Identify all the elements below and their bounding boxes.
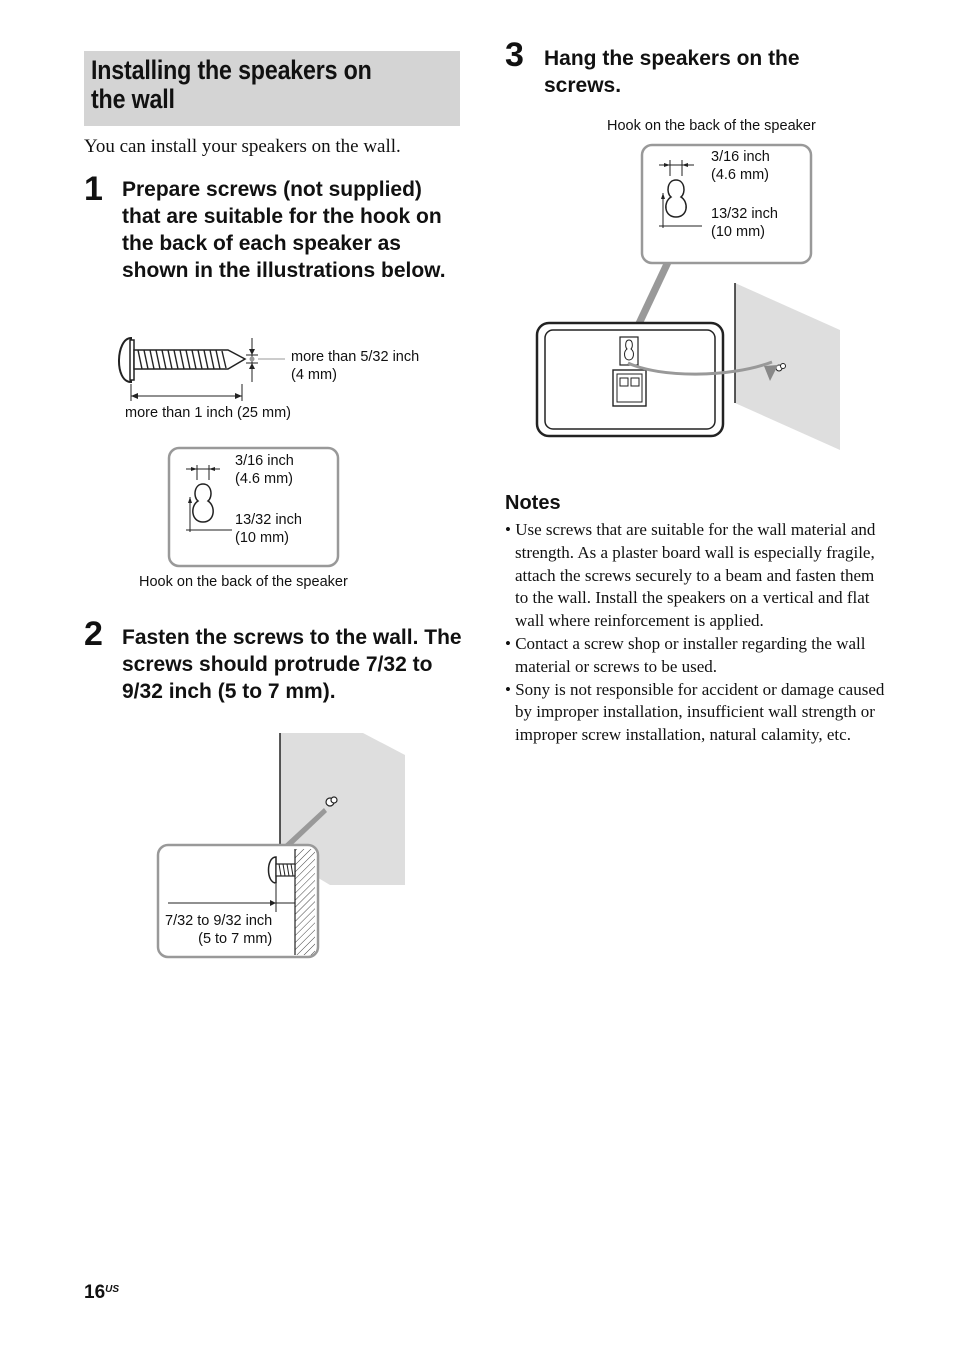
screw-head-label: more than 5/32 inch (4 mm) bbox=[291, 349, 420, 383]
protrude-label: 7/32 to 9/32 inch (5 to 7 mm) bbox=[165, 913, 273, 947]
note-item: • Sony is not responsible for accident or damage caused by improper installation, insufficient wall strength or improper screw installation, natural calamity, etc. bbox=[505, 679, 887, 747]
page-number-suffix: US bbox=[105, 1284, 120, 1295]
notes-list bbox=[505, 519, 887, 747]
step-1-text: Prepare screws (not supplied) that are suitable for the hook on the back of each speaker as shown in the illustrations below. bbox=[122, 178, 446, 282]
step-2-text: Fasten the screws to the wall. The screws should protrude 7/32 to 9/32 inch (5 to 7 mm). bbox=[122, 626, 462, 703]
note-item: • Use screws that are suitable for the wall material and strength. As a plaster board wall is especially fragile, attach the screws securely to a beam and fasten them to the wall. Install the speakers on a vertical and flat wall where reinforcement is applied. bbox=[505, 519, 887, 633]
step-3-text: Hang the speakers on the screws. bbox=[544, 47, 800, 97]
screw-length-label: more than 1 inch (25 mm) bbox=[125, 405, 292, 421]
notes-heading: Notes bbox=[505, 492, 561, 514]
hang-hook-width-label: 3/16 inch (4.6 mm) bbox=[711, 149, 770, 183]
page-number-value: 16 bbox=[84, 1282, 106, 1303]
hang-hook-caption: Hook on the back of the speaker bbox=[607, 118, 816, 134]
intro-text: You can install your speakers on the wall. bbox=[84, 136, 401, 157]
hook-width-label: 3/16 inch (4.6 mm) bbox=[235, 453, 294, 487]
page-number bbox=[84, 1282, 119, 1304]
step-3-number: 3 bbox=[505, 36, 524, 74]
hook-caption: Hook on the back of the speaker bbox=[139, 574, 348, 590]
section-title: Installing the speakers on the wall bbox=[91, 55, 372, 114]
step-2-number: 2 bbox=[84, 615, 103, 653]
hang-hook-height-label: 13/32 inch (10 mm) bbox=[711, 206, 778, 240]
note-item: • Contact a screw shop or installer regarding the wall material or screws to be used. bbox=[505, 633, 887, 679]
step-1-number: 1 bbox=[84, 170, 103, 208]
hook-height-label: 13/32 inch (10 mm) bbox=[235, 512, 302, 546]
